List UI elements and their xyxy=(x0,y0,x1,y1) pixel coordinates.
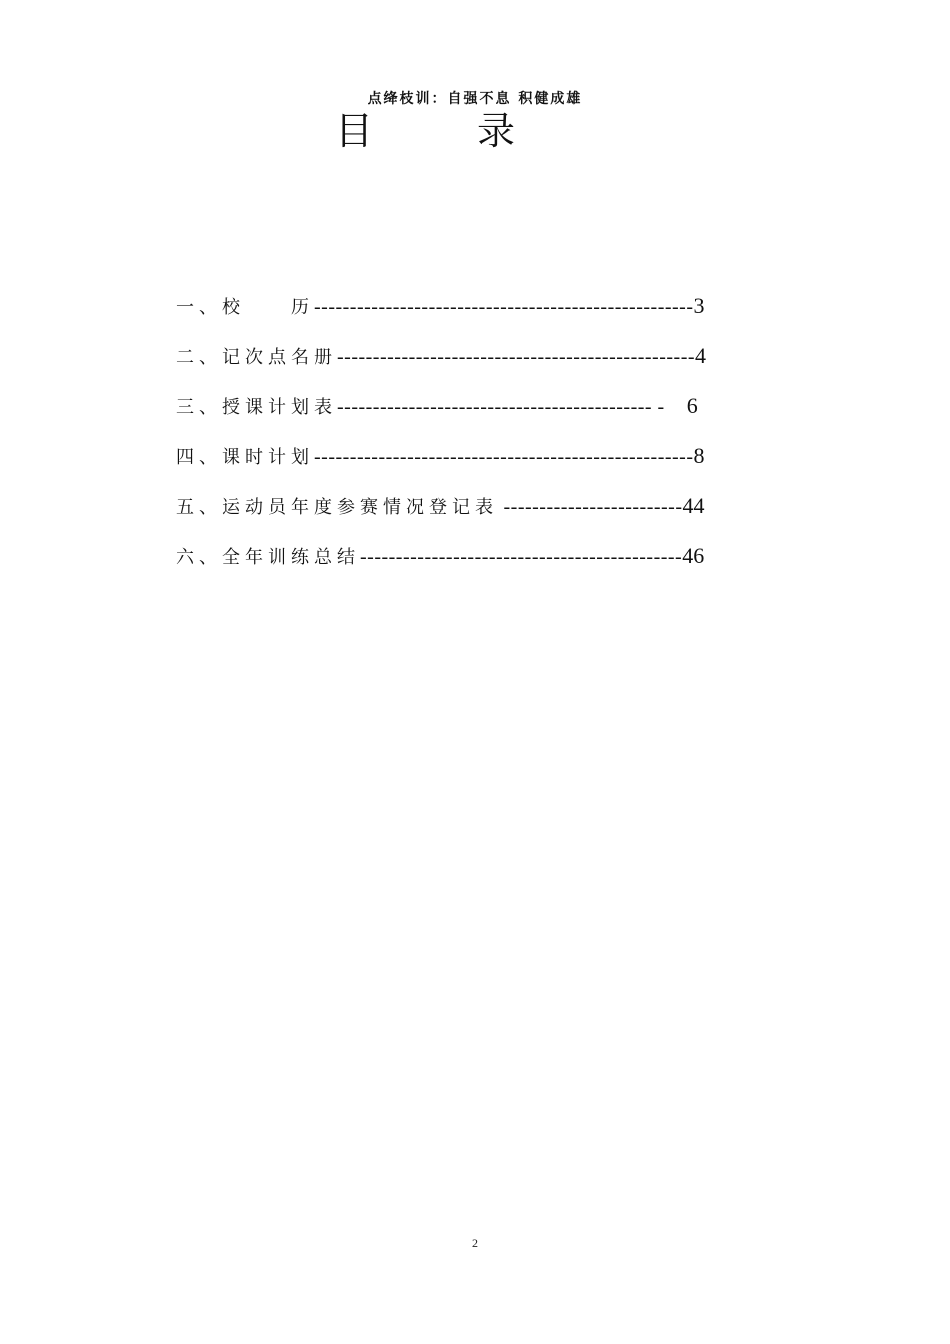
toc-entry-label: 一、校 历 xyxy=(176,297,314,318)
toc-page-number: 44 xyxy=(682,493,705,518)
toc-entry-label: 二、记次点名册 xyxy=(176,347,337,368)
toc-page-number: 6 xyxy=(686,393,698,418)
toc-leader-dots: -------------------------------------------- - xyxy=(337,396,665,418)
toc-leader-dots: ------------------------- xyxy=(498,496,683,518)
toc-entry-label: 四、课时计划 xyxy=(176,447,314,468)
toc-leader-dots: ----------------------------------------------------- xyxy=(314,446,694,468)
title-char-2: 录 xyxy=(477,109,516,153)
title-char-1: 目 xyxy=(335,109,374,153)
toc-leader-dots: --------------------------------------------- xyxy=(360,546,683,568)
toc-entry-competition-register[interactable] xyxy=(176,488,776,538)
toc-entry-label: 六、全年训练总结 xyxy=(176,547,360,568)
toc-leader-dots: ----------------------------------------------------- xyxy=(314,296,694,318)
table-of-contents xyxy=(176,288,776,588)
page-number: 2 xyxy=(472,1236,478,1250)
page-title xyxy=(335,106,525,156)
toc-entry-label: 五、运动员年度参赛情况登记表 xyxy=(176,497,498,518)
toc-page-number: 46 xyxy=(682,543,705,568)
toc-leader-dots: -------------------------------------------------- xyxy=(337,346,696,368)
toc-page-number: 4 xyxy=(695,343,707,368)
toc-entry-teaching-plan[interactable] xyxy=(176,388,776,438)
toc-entry-annual-summary[interactable] xyxy=(176,538,776,588)
toc-entry-roll-call[interactable] xyxy=(176,338,776,388)
toc-page-number: 8 xyxy=(693,443,705,468)
toc-page-number: 3 xyxy=(693,293,705,318)
toc-entry-label: 三、授课计划表 xyxy=(176,397,337,418)
toc-entry-lesson-plan[interactable] xyxy=(176,438,776,488)
header-motto: 点绛枝训：自强不息 积健成雄 xyxy=(367,91,583,107)
toc-entry-school-calendar[interactable] xyxy=(176,288,776,338)
